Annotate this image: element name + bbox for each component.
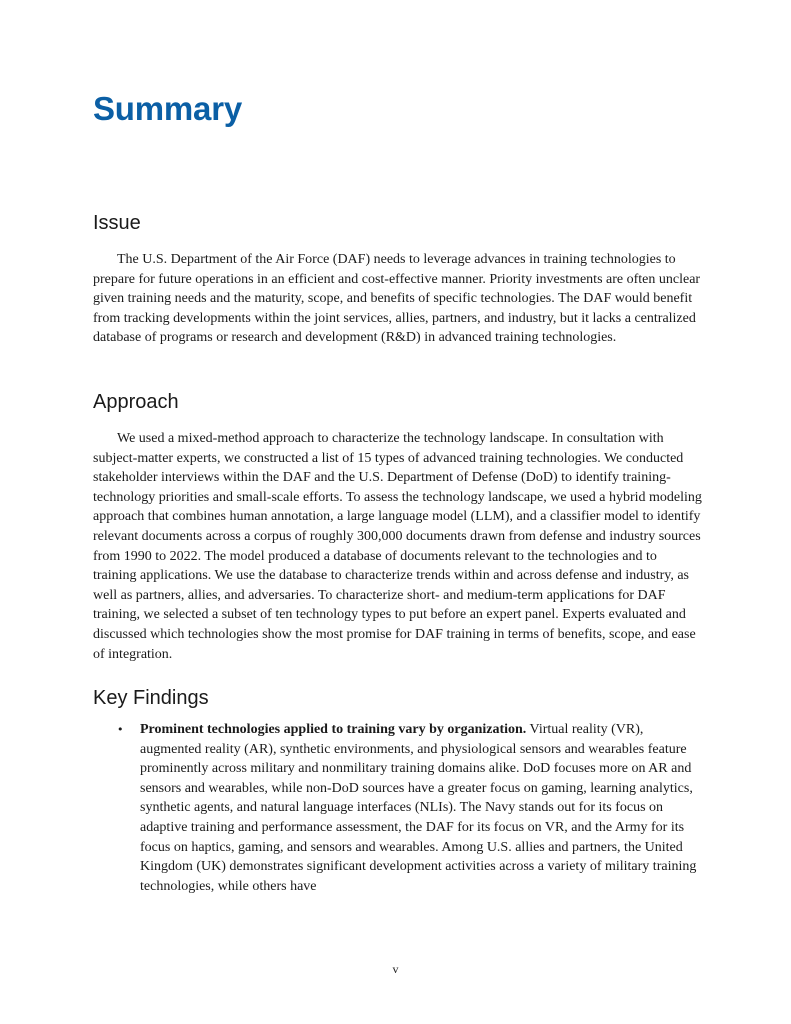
- page-number: v: [392, 962, 399, 976]
- bullet-icon: •: [117, 723, 124, 736]
- finding-lead: Prominent technologies applied to training vary by organization.: [140, 722, 527, 737]
- finding-text: Virtual reality (VR), augmented reality (AR), synthetic environments, and physiological sensors and wearables feature prominently across military and nonmilitary training domains alike. DoD focuses more on AR and sensors and wearables, while non-DoD sources have a greater focus on gaming, learning analytics, synthetic agents, and natural language interfaces (NLIs). The Navy stands out for its focus on adaptive training and performance assessment, the DAF for its focus on VR, and the Army for its focus on haptics, gaming, and sensors and wearables. Among U.S. allies and partners, the United Kingdom (UK) demonstrates significant development activities across a variety of military training technologies, while others have: [140, 722, 697, 894]
- page-title: Summary: [93, 90, 243, 127]
- approach-paragraph: We used a mixed-method approach to characterize the technology landscape. In consultation with subject-matter experts, we constructed a list of 15 types of advanced training technologies. We conducted stakeholder interviews within the DAF and the U.S. Department of Defense (DoD) to identify training-technology priorities and small-scale efforts. To assess the technology landscape, we used a hybrid modeling approach that combines human annotation, a large language model (LLM), and a classifier model to identify relevant documents across a corpus of roughly 300,000 documents drawn from defense and industry sources from 1990 to 2022. The model produced a database of documents relevant to the technologies and to training applications. We use the database to characterize trends within and across defense and industry, as well as partners, allies, and adversaries. To characterize short- and medium-term applications for DAF training, we selected a subset of ten technology types to put before an expert panel. Experts evaluated and discussed which technologies show the most promise for DAF training in terms of benefits, scope, and ease of integration.: [93, 431, 702, 662]
- section-heading-approach: Approach: [93, 391, 179, 413]
- list-item: [93, 720, 703, 896]
- section-heading-issue: Issue: [93, 212, 141, 234]
- key-findings-list: [93, 720, 703, 896]
- issue-paragraph: The U.S. Department of the Air Force (DAF) needs to leverage advances in training technologies to prepare for future operations in an efficient and cost-effective manner. Priority investments are often unclear given training needs and the maturity, scope, and benefits of specific technologies. The DAF would benefit from tracking developments within the joint services, allies, partners, and industry, but it lacks a centralized database of programs or research and development (R&D) in advanced training technologies.: [93, 252, 701, 346]
- section-heading-key-findings: Key Findings: [93, 687, 209, 709]
